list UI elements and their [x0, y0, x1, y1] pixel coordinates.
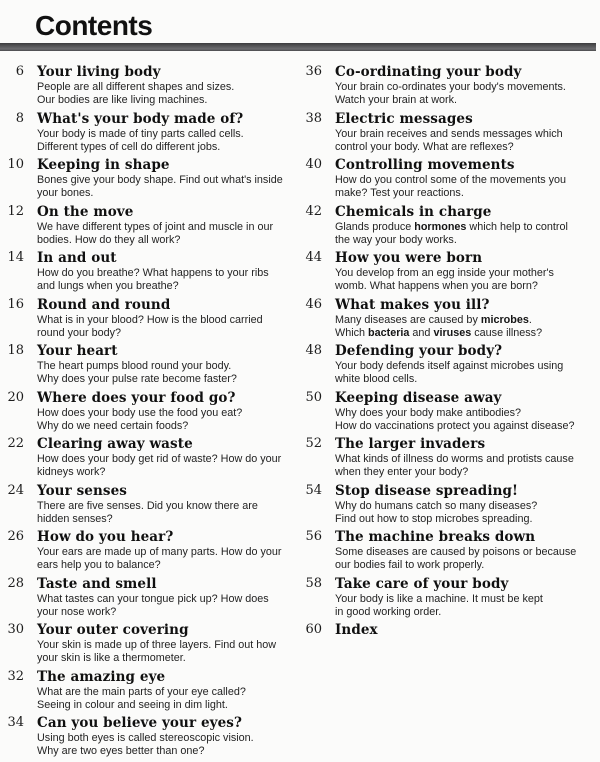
toc-entry	[298, 297, 596, 340]
entry-page-number: 44	[305, 250, 322, 265]
toc-entry	[0, 157, 298, 200]
entry-body	[335, 529, 596, 572]
toc-entry	[0, 622, 298, 665]
toc-entry	[0, 297, 298, 340]
entry-page-number: 42	[305, 203, 322, 219]
entry-description: Glands produce hormones which help to control the way your body works.	[335, 220, 568, 246]
entry-body	[335, 250, 596, 293]
toc-entry	[298, 436, 596, 479]
entry-body	[37, 250, 298, 293]
entry-page-number: 16	[7, 296, 24, 312]
toc-entry	[298, 157, 596, 200]
toc-entry	[298, 390, 596, 433]
toc-entry	[0, 529, 298, 572]
entry-page-number: 28	[7, 575, 24, 591]
entry-body	[335, 436, 596, 479]
entry-title: The larger invaders	[335, 436, 486, 452]
entry-description: What tastes can your tongue pick up? How does your nose work?	[37, 592, 269, 618]
entry-description: Your brain receives and sends messages which control your body. What are reflexes?	[335, 127, 563, 153]
toc-entry	[0, 715, 298, 758]
entry-page-number: 30	[7, 622, 24, 637]
entry-page-number: 54	[305, 482, 322, 498]
entry-title: Your senses	[37, 482, 127, 499]
entry-body	[37, 529, 298, 572]
entry-description: Your ears are made up of many parts. How do your ears help you to balance?	[37, 546, 282, 571]
entry-description: Your brain co-ordinates your body's movements. Watch your brain at work.	[335, 81, 566, 106]
entry-page-number: 8	[15, 110, 24, 126]
entry-page-number: 46	[305, 296, 322, 312]
entry-page-number: 36	[305, 64, 322, 79]
entry-description: Why does your body make antibodies? How do vaccinations protect you against disease?	[335, 406, 575, 432]
entry-body	[335, 64, 596, 107]
entry-description: People are all different shapes and sizes. Our bodies are like living machines.	[37, 81, 235, 106]
entry-title: Keeping in shape	[37, 157, 170, 173]
toc-entry	[298, 622, 596, 638]
entry-title: Where does your food go?	[37, 389, 236, 406]
toc-entry	[0, 204, 298, 247]
entry-description: Your body is like a machine. It must be kept in good working order.	[335, 592, 543, 618]
entry-body	[37, 436, 298, 479]
entry-body	[37, 622, 298, 665]
entry-body	[37, 157, 298, 200]
entry-description: You develop from an egg inside your mother's womb. What happens when you are born?	[335, 267, 554, 292]
entry-page-number: 34	[7, 715, 24, 730]
entry-body	[37, 576, 298, 619]
toc-entry	[0, 390, 298, 433]
entry-body	[335, 111, 596, 154]
entry-description: How do you control some of the movements you make? Test your reactions.	[335, 174, 567, 199]
entry-description: Using both eyes is called stereoscopic vision. Why are two eyes better than one?	[37, 732, 254, 757]
entry-body	[335, 622, 596, 638]
entry-title: Your outer covering	[37, 622, 189, 638]
entry-body	[37, 715, 298, 758]
page-title: Contents	[35, 10, 153, 41]
entry-description: Bones give your body shape. Find out what's inside your bones.	[37, 174, 283, 199]
entry-page-number: 58	[305, 575, 322, 591]
toc-entry	[298, 343, 596, 386]
entry-description: Some diseases are caused by poisons or because our bodies fail to work properly.	[335, 546, 577, 571]
entry-body	[335, 204, 596, 247]
entry-page-number: 18	[7, 343, 24, 358]
entry-title: Co-ordinating your body	[335, 64, 522, 80]
entry-title: Keeping disease away	[335, 389, 502, 406]
toc-entry	[298, 111, 596, 154]
entry-page-number: 56	[305, 529, 322, 544]
toc-entry	[298, 576, 596, 619]
entry-description: What is in your blood? How is the blood carried round your body?	[37, 313, 263, 339]
entry-description: How does your body get rid of waste? How do your kidneys work?	[37, 453, 282, 478]
entry-page-number: 24	[7, 482, 24, 498]
toc-entry	[0, 436, 298, 479]
entry-title: Your living body	[37, 64, 161, 80]
entry-body	[37, 390, 298, 433]
toc-entry	[298, 64, 596, 107]
entry-title: How you were born	[335, 250, 483, 266]
entry-page-number: 60	[305, 622, 322, 637]
entry-body	[37, 669, 298, 712]
entry-description: Why do humans catch so many diseases? Find out how to stop microbes spreading.	[335, 499, 538, 525]
entry-title: What's your body made of?	[37, 110, 244, 127]
entry-description: What kinds of illness do worms and protists cause when they enter your body?	[335, 453, 574, 478]
entry-title: Taste and smell	[37, 575, 157, 592]
entry-title: The amazing eye	[37, 668, 166, 685]
entry-title: Index	[335, 622, 378, 638]
entry-description: There are five senses. Did you know there are hidden senses?	[37, 499, 258, 525]
entry-page-number: 14	[7, 250, 24, 265]
entry-title: In and out	[37, 250, 117, 266]
toc-column-left	[0, 64, 298, 762]
entry-description: The heart pumps blood round your body. Why does your pulse rate become faster?	[37, 360, 237, 385]
toc-entry	[0, 343, 298, 386]
entry-description: How does your body use the food you eat? Why do we need certain foods?	[37, 406, 243, 432]
toc-column-right	[298, 64, 596, 762]
entry-body	[335, 297, 596, 340]
toc-entry	[0, 483, 298, 526]
entry-title: Take care of your body	[335, 575, 509, 592]
toc-entry	[298, 529, 596, 572]
entry-body	[335, 157, 596, 200]
entry-description: How do you breathe? What happens to your ribs and lungs when you breathe?	[37, 267, 269, 292]
entry-body	[37, 297, 298, 340]
entry-body	[335, 576, 596, 619]
toc-entry	[298, 250, 596, 293]
entry-title: What makes you ill?	[335, 296, 490, 313]
entry-title: Can you believe your eyes?	[37, 715, 242, 731]
entry-description: Your body is made of tiny parts called cells. Different types of cell do different jobs.	[37, 127, 244, 153]
entry-title: Your heart	[37, 343, 118, 359]
entry-title: Stop disease spreading!	[335, 482, 519, 499]
entry-body	[37, 204, 298, 247]
toc-entry	[0, 250, 298, 293]
entry-page-number: 6	[15, 64, 24, 79]
entry-title: Controlling movements	[335, 157, 515, 173]
toc-entry	[0, 64, 298, 107]
entry-description: Your body defends itself against microbes using white blood cells.	[335, 360, 564, 385]
entry-page-number: 20	[7, 389, 24, 405]
entry-title: Round and round	[37, 296, 171, 313]
entry-title: How do you hear?	[37, 529, 174, 545]
entry-title: Clearing away waste	[37, 436, 193, 452]
entry-title: On the move	[37, 203, 134, 220]
entry-page-number: 50	[305, 389, 322, 405]
toc-entry	[0, 111, 298, 154]
entry-body	[37, 111, 298, 154]
toc-entry	[0, 669, 298, 712]
entry-page-number: 22	[7, 436, 24, 451]
entry-page-number: 10	[7, 157, 24, 172]
entry-page-number: 48	[305, 343, 322, 358]
title-rule	[0, 43, 596, 51]
entry-body	[335, 483, 596, 526]
entry-page-number: 26	[7, 529, 24, 544]
entry-title: The machine breaks down	[335, 529, 536, 545]
entry-body	[37, 343, 298, 386]
entry-page-number: 38	[305, 110, 322, 126]
entry-body	[335, 390, 596, 433]
entry-body	[335, 343, 596, 386]
entry-description: We have different types of joint and muscle in our bodies. How do they all work?	[37, 220, 274, 246]
entry-title: Chemicals in charge	[335, 203, 492, 220]
entry-page-number: 32	[7, 668, 24, 684]
toc-entry	[298, 204, 596, 247]
entry-description: Your skin is made up of three layers. Find out how your skin is like a thermometer.	[37, 639, 277, 664]
entry-title: Defending your body?	[335, 343, 503, 359]
toc-entry	[298, 483, 596, 526]
entry-page-number: 52	[305, 436, 322, 451]
entry-title: Electric messages	[335, 110, 473, 127]
entry-description: What are the main parts of your eye called? Seeing in colour and seeing in dim light.	[37, 685, 246, 711]
toc-columns	[0, 64, 600, 762]
entry-body	[37, 483, 298, 526]
toc-entry	[0, 576, 298, 619]
entry-description: Many diseases are caused by microbes. Which bacteria and viruses cause illness?	[335, 313, 543, 339]
entry-page-number: 12	[7, 203, 24, 219]
entry-body	[37, 64, 298, 107]
entry-page-number: 40	[305, 157, 322, 172]
